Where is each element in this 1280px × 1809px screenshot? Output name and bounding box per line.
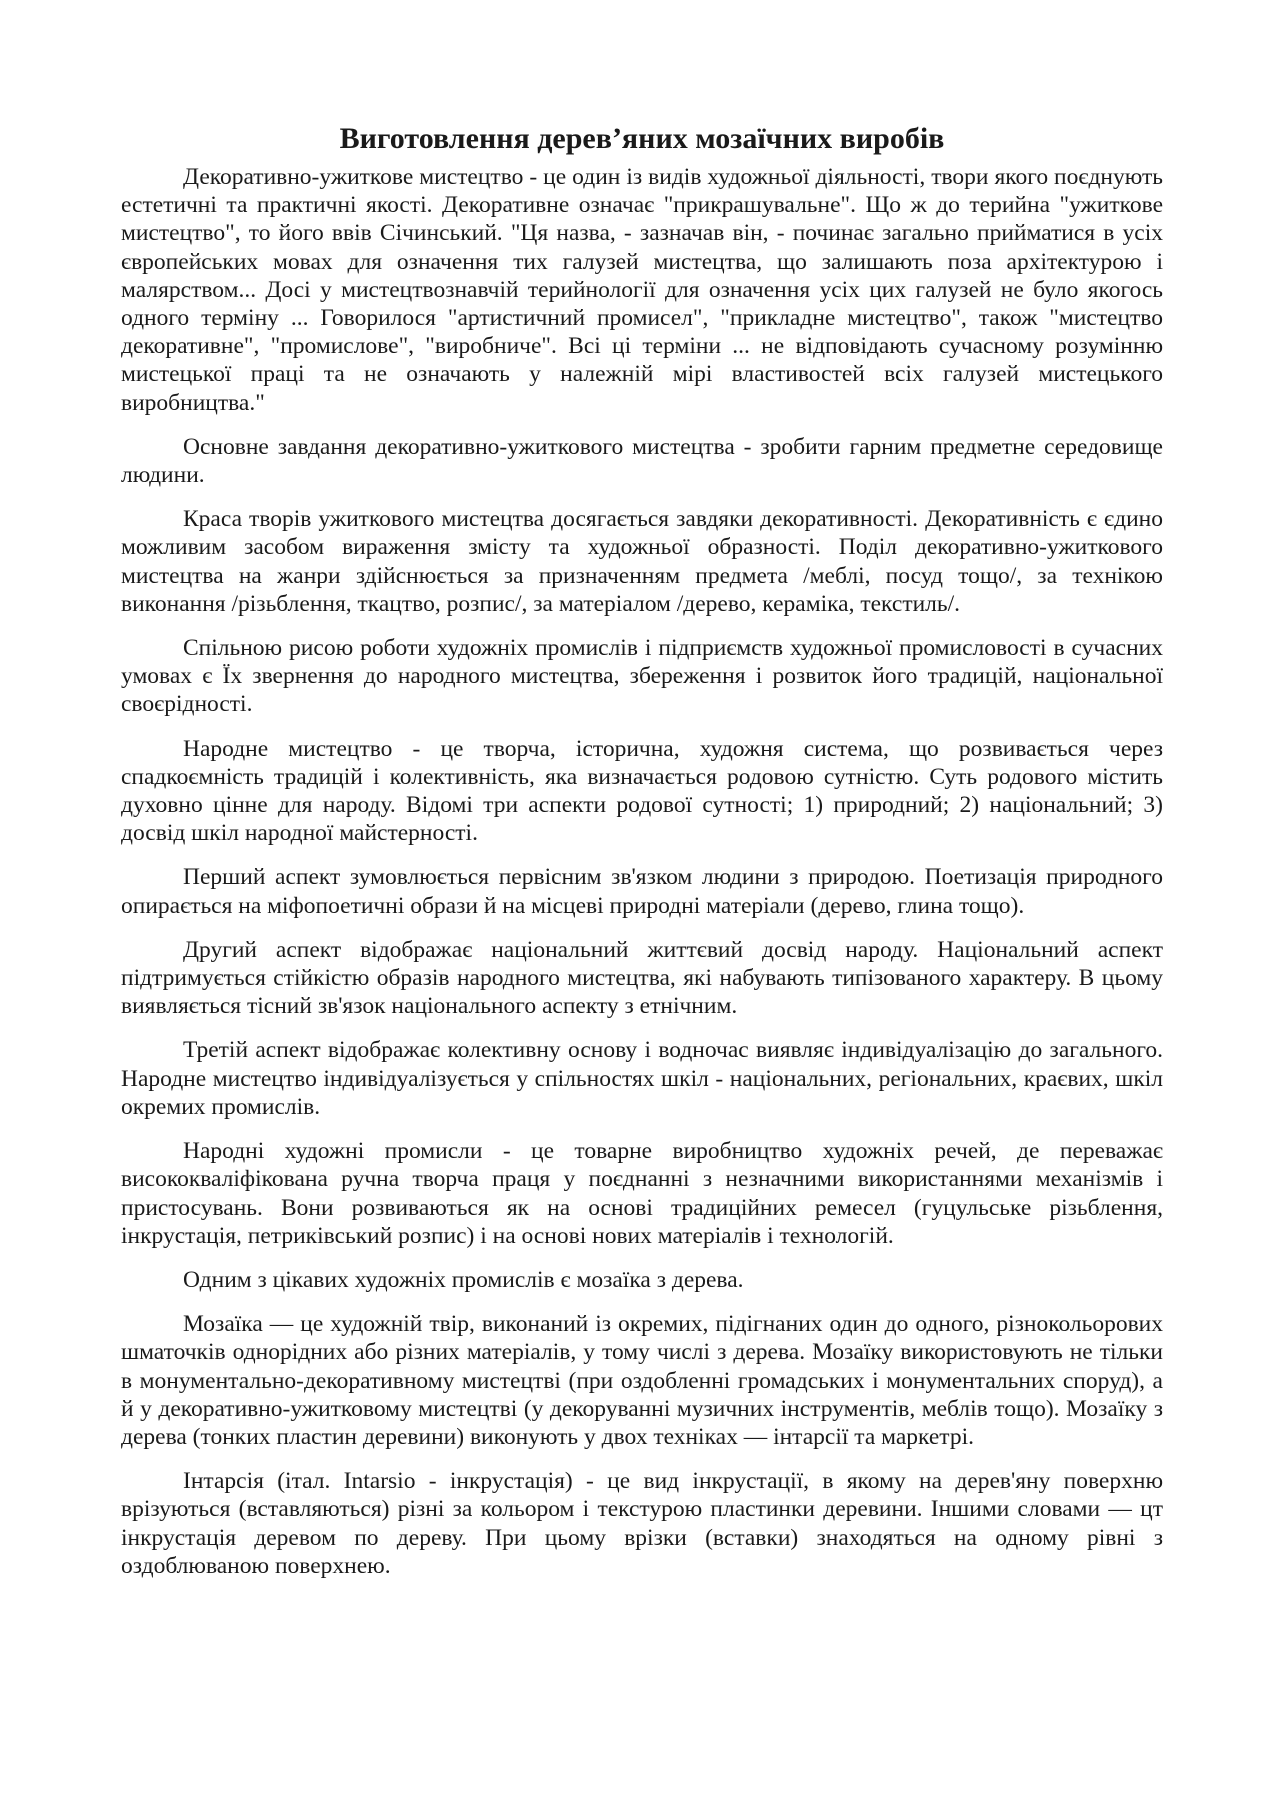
paragraph-6: Перший аспект зумовлюється первісним зв'язком людини з природою. Поетизація природного опирається на міфопоетичні образи й на місцеві природні матеріали (дерево, глина тощо). xyxy=(121,864,1163,919)
paragraph-12: Інтарсія (італ. Intarsio - інкрустація) - це вид інкрустації, в якому на дерев'яну поверхню врізуються (вставляються) різні за кольором і текстурою пластинки деревини. Іншими словами — цт інкрустація деревом по дереву. При цьому врізки (вставки) знаходяться на одному рівні з оздоблюваною поверхнею. xyxy=(121,1468,1163,1579)
document-title: Виготовлення дерев’яних мозаїчних виробів xyxy=(339,122,945,155)
paragraph-5: Народне мистецтво - це творча, історична, художня система, що розвивається через спадкоємність традицій і колективність, яка визначається родовою сутністю. Суть родового містить духовно цінне для народу. Відомі три аспекти родової сутності; 1) природний; 2) національний; 3) досвід шкіл народної майстерності. xyxy=(121,735,1163,847)
paragraph-2: Основне завдання декоративно-ужиткового мистецтва - зробити гарним предметне середовище людини. xyxy=(121,433,1163,489)
document-body xyxy=(121,121,1163,1596)
paragraph-10: Одним з цікавих художніх промислів є мозаїка з дерева. xyxy=(183,1266,744,1293)
paragraph-3: Краса творів ужиткового мистецтва досягається завдяки декоративності. Декоративність є єдино можливим засобом вираження змісту та художньої образності. Поділ декоративно-ужиткового мистецтва на жанри здійснюється за призначенням предмета /меблі, посуд тощо/, за технікою виконання /різьблення, ткацтво, розпис/, за матеріалом /дерево, кераміка, текстиль/. xyxy=(121,506,1163,617)
paragraph-9: Народні художні промисли - це товарне виробництво художніх речей, де переважає висококваліфікована ручна творча праця у поєднанні з незначними використаннями механізмів і пристосувань. Вони розвиваються як на основі традиційних ремесел (гуцульське різьблення, інкрустація, петриківський розпис) і на основі нових матеріалів і технологій. xyxy=(121,1138,1163,1249)
paragraph-8: Третій аспект відображає колективну основу і водночас виявляє індивідуалізацію до загального. Народне мистецтво індивідуалізується у спільностях шкіл - національних, регіональних, краєвих, шкіл окремих промислів. xyxy=(121,1037,1163,1120)
paragraph-11: Мозаїка — це художній твір, виконаний із окремих, підігнаних один до одного, різнокольорових шматочків однорідних або різних матеріалів, у тому числі з дерева. Мозаїку використовують не тільки в монументально-декоративному мистецтві (при оздобленні громадських і монументальних споруд), а й у декоративно-ужитковому мистецтві (у декоруванні музичних інструментів, меблів тощо). Мозаїку з дерева (тонких пластин деревини) виконують у двох техніках — інтарсії та маркетрі. xyxy=(121,1311,1163,1450)
paragraph-4: Спільною рисою роботи художніх промислів і підприємств художньої промисловості в сучасних умовах є Їх звернення до народного мистецтва, збереження і розвиток його традицій, національної своєрідності. xyxy=(121,635,1163,718)
paragraph-1: Декоративно-ужиткове мистецтво - це один із видів художньої діяльності, твори якого поєднують естетичні та практичні якості. Декоративне означає "прикрашувальне". Що ж до терийна "ужиткове мистецтво", то його ввів Січинський. "Ця назва, - зазначав він, - починає загально прийматися в усіх європейських мовах для означення тих галузей мистецтва, що залишають поза архітектурою і малярством... Досі у мистецтвознавчій терийнології для означення усіх цих галузей не було якогось одного терміну ... Говорилося "артистичний промисел", "прикладне мистецтво", також "мистецтво декоративне", "промислове", "виробниче". Всі ці терміни ... не відповідають сучасному розумінню мистецької праці та не означають у належній мірі властивостей всіх галузей мистецького виробництва." xyxy=(121,164,1163,416)
paragraph-7: Другий аспект відображає національний життєвий досвід народу. Національний аспект підтримується стійкістю образів народного мистецтва, які набувають типізованого характеру. В цьому виявляється тісний зв'язок національного аспекту з етнічним. xyxy=(121,936,1163,1020)
